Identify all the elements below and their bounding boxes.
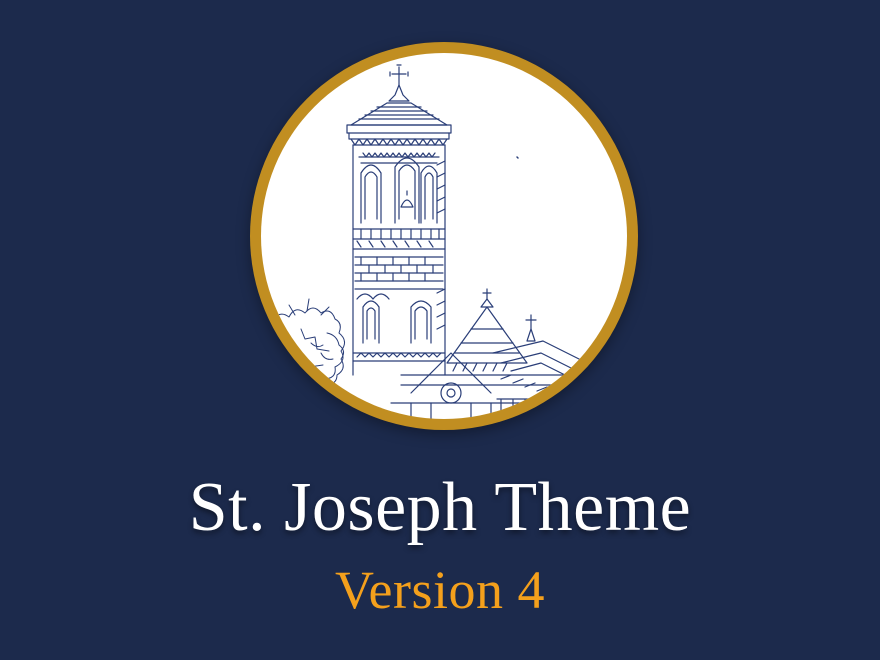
emblem-image: [261, 53, 627, 419]
emblem-ring: [250, 42, 638, 430]
theme-title: St. Joseph Theme: [188, 469, 692, 546]
church-tower-sketch-icon: [261, 53, 627, 419]
version-label: Version 4: [335, 560, 545, 620]
